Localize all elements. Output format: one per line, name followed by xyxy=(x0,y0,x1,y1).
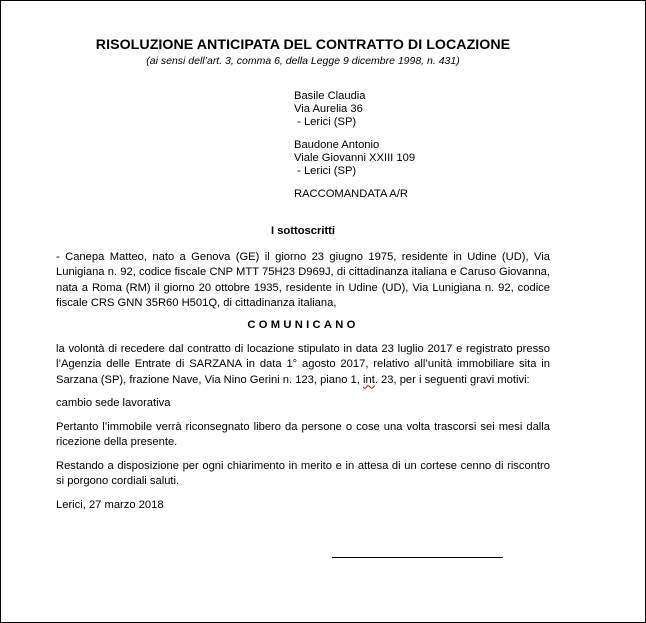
reason-paragraph: cambio sede lavorativa xyxy=(56,397,171,409)
sottoscritti-heading: I sottoscritti xyxy=(270,225,336,237)
return-paragraph: Pertanto l’immobile verrà riconsegnato libero da persone o cose una volta trascorsi sei mesi dalla ricezione della presente. xyxy=(56,421,550,449)
document-subtitle: (ai sensi dell’art. 3, comma 6, della Legge 9 dicembre 1998, n. 431) xyxy=(146,55,460,67)
spellcheck-flagged-word: int xyxy=(363,373,375,386)
recipient-city: - Lerici (SP) xyxy=(294,116,357,128)
recipient-city: - Lerici (SP) xyxy=(294,165,357,177)
recipient-name: Baudone Antonio xyxy=(294,139,380,151)
recipient-name: Basile Claudia xyxy=(294,90,366,102)
comunicano-heading: COMUNICANO xyxy=(247,319,359,331)
closing-paragraph: Restando a disposizione per ogni chiarimento in merito e in attesa di un cortese cenno di riscontro si porgono cordiali saluti. xyxy=(56,460,550,488)
delivery-method-text: RACCOMANDATA A/R xyxy=(294,188,408,200)
intent-text-end: . 23, per i seguenti gravi motivi: xyxy=(374,373,530,386)
intent-paragraph xyxy=(56,342,550,388)
recipient-address-2 xyxy=(294,139,415,178)
delivery-method xyxy=(294,188,408,201)
document-title: RISOLUZIONE ANTICIPATA DEL CONTRATTO DI LOCAZIONE xyxy=(95,37,511,53)
recipient-address-1 xyxy=(294,90,366,129)
parties-paragraph: - Canepa Matteo, nato a Genova (GE) il giorno 23 giugno 1975, residente in Udine (UD), Via Lunigiana n. 92, codice fiscale CNP MTT 75H23 D969J, di cittadinanza italiana e Caruso Giovanna, nata a Roma (RM) il giorno 20 ottobre 1935, residente in Udine (UD), Via Lunigiana n. 92, codice fiscale CRS GNN 35R60 H501Q, di cittadinanza italiana, xyxy=(56,251,550,309)
signature-line xyxy=(332,557,503,558)
place-date: Lerici, 27 marzo 2018 xyxy=(56,499,164,511)
recipient-street: Viale Giovanni XXIII 109 xyxy=(294,152,416,164)
intent-text-start: la volontà di recedere dal contratto di locazione stipulato in data 23 luglio 2017 e registrato presso l’Agenzia delle Entrate di SARZANA in data 1° agosto 2017, relativo all’unità immobiliare sita in Sarzana (SP), frazione Nave, Via Nino Gerini n. 123, piano 1, xyxy=(56,343,550,386)
recipient-street: Via Aurelia 36 xyxy=(294,103,363,115)
